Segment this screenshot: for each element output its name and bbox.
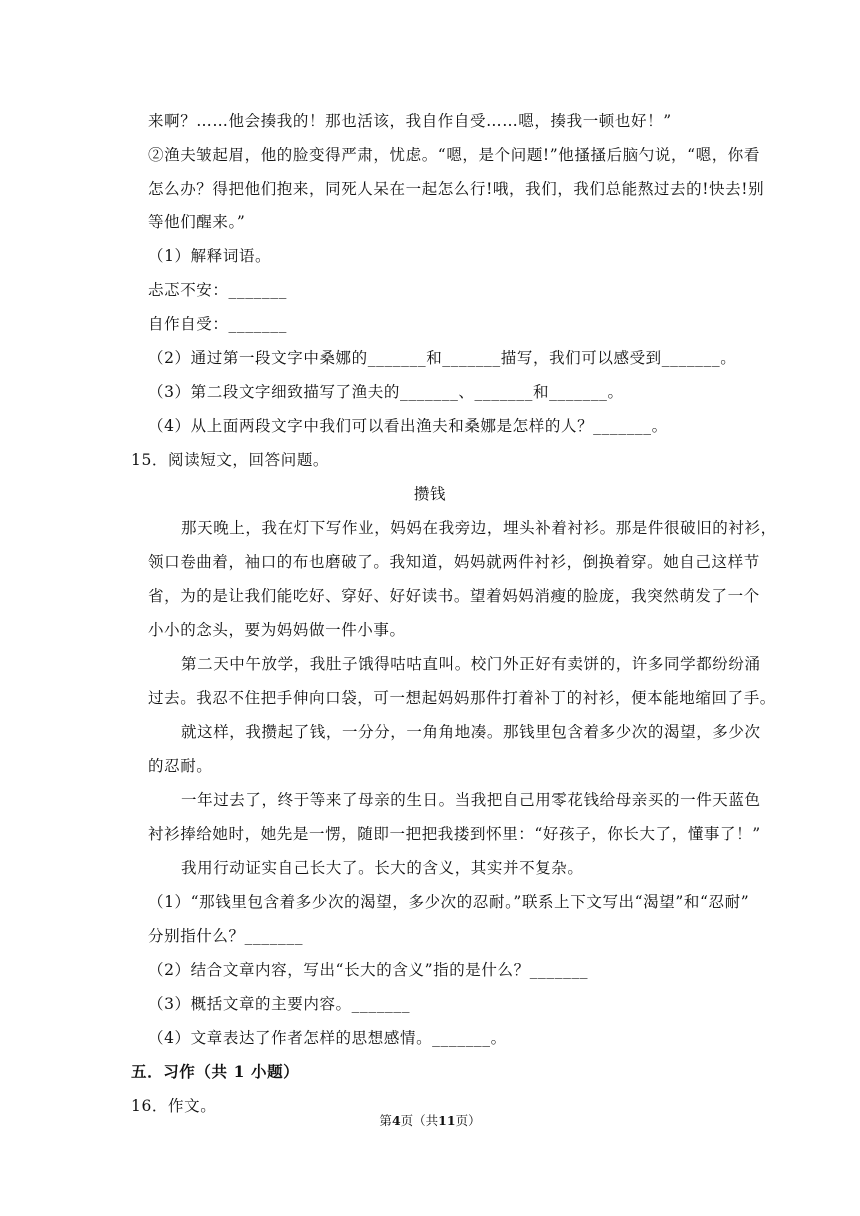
passage-title: 攒钱 <box>413 485 447 503</box>
q14-sub3: （3）第二段文字细致描写了渔夫的_______、_______和_______。 <box>148 383 624 401</box>
section-heading: 五．习作（共 1 小题） <box>131 1062 300 1081</box>
passage-line: 就这样，我攒起了钱，一分分，一角角地凑。那钱里包含着多少次的渴望，多少次 <box>181 723 761 741</box>
passage-line: 小小的念头，要为妈妈做一件小事。 <box>148 621 406 639</box>
q14-sub1: （1）解释词语。 <box>148 247 272 265</box>
passage-line: 一年过去了，终于等来了母亲的生日。当我把自己用零花钱给母亲买的一件天蓝色 <box>181 791 761 809</box>
passage-line: 过去。我忍不住把手伸向口袋，可一想起妈妈那件打着补丁的衬衫，便本能地缩回了手。 <box>148 689 776 707</box>
passage-line: 等他们醒来。” <box>148 213 246 231</box>
q15-stem: 15．阅读短文，回答问题。 <box>131 451 330 469</box>
q15-sub1: （1）“那钱里包含着多少次的渴望，多少次的忍耐。”联系上下文写出“渴望”和“忍耐” <box>148 893 750 911</box>
passage-line: 第二天中午放学，我肚子饿得咕咕直叫。校门外正好有卖饼的，许多同学都纷纷涌 <box>181 655 761 673</box>
q14-sub2: （2）通过第一段文字中桑娜的_______和_______描写，我们可以感受到_______。 <box>148 349 737 367</box>
q15-sub2: （2）结合文章内容，写出“长大的含义”指的是什么？_______ <box>148 961 589 979</box>
footer-prefix: 第 <box>379 1113 392 1128</box>
passage-line: 那天晚上，我在灯下写作业，妈妈在我旁边，埋头补着衬衫。那是件很破旧的衬衫， <box>181 519 777 537</box>
q14-sub4: （4）从上面两段文字中我们可以看出渔夫和桑娜是怎样的人？_______。 <box>148 417 668 435</box>
passage-line: ②渔夫皱起眉，他的脸变得严肃，忧虑。“嗯，是个问题!”他搔搔后脑勺说，“嗯，你看 <box>148 146 761 164</box>
passage-line: 我用行动证实自己长大了。长大的含义，其实并不复杂。 <box>181 859 584 877</box>
footer-suffix: 页） <box>455 1113 481 1128</box>
footer-page-number: 4 <box>391 1113 401 1128</box>
q14-term2: 自作自受：_______ <box>148 315 287 333</box>
q15-sub1-cont: 分别指什么？_______ <box>148 927 304 945</box>
q15-sub3: （3）概括文章的主要内容。_______ <box>148 995 411 1013</box>
passage-line: 领口卷曲着，袖口的布也磨破了。我知道，妈妈就两件衬衫，倒换着穿。她自己这样节 <box>148 553 760 571</box>
page-footer <box>0 1113 860 1129</box>
footer-total-pages: 11 <box>438 1113 456 1128</box>
footer-middle: 页（共 <box>400 1113 439 1128</box>
passage-line: 怎么办？得把他们抱来，同死人呆在一起怎么行!哦，我们，我们总能熬过去的!快去!别 <box>148 180 765 198</box>
passage-line: 省，为的是让我们能吃好、穿好、好好读书。望着妈妈消瘦的脸庞，我突然萌发了一个 <box>148 587 760 605</box>
passage-line: 来啊？……他会揍我的！那也活该，我自作自受……嗯，揍我一顿也好！” <box>148 112 672 130</box>
passage-line: 的忍耐。 <box>148 757 213 775</box>
q14-term1: 忐忑不安：_______ <box>148 281 287 299</box>
passage-line: 衬衫捧给她时，她先是一愣，随即一把把我搂到怀里：“好孩子，你长大了，懂事了！” <box>148 825 761 843</box>
q15-sub4: （4）文章表达了作者怎样的思想感情。_______。 <box>148 1029 507 1047</box>
q16-stem: 16．作文。 <box>131 1097 217 1115</box>
